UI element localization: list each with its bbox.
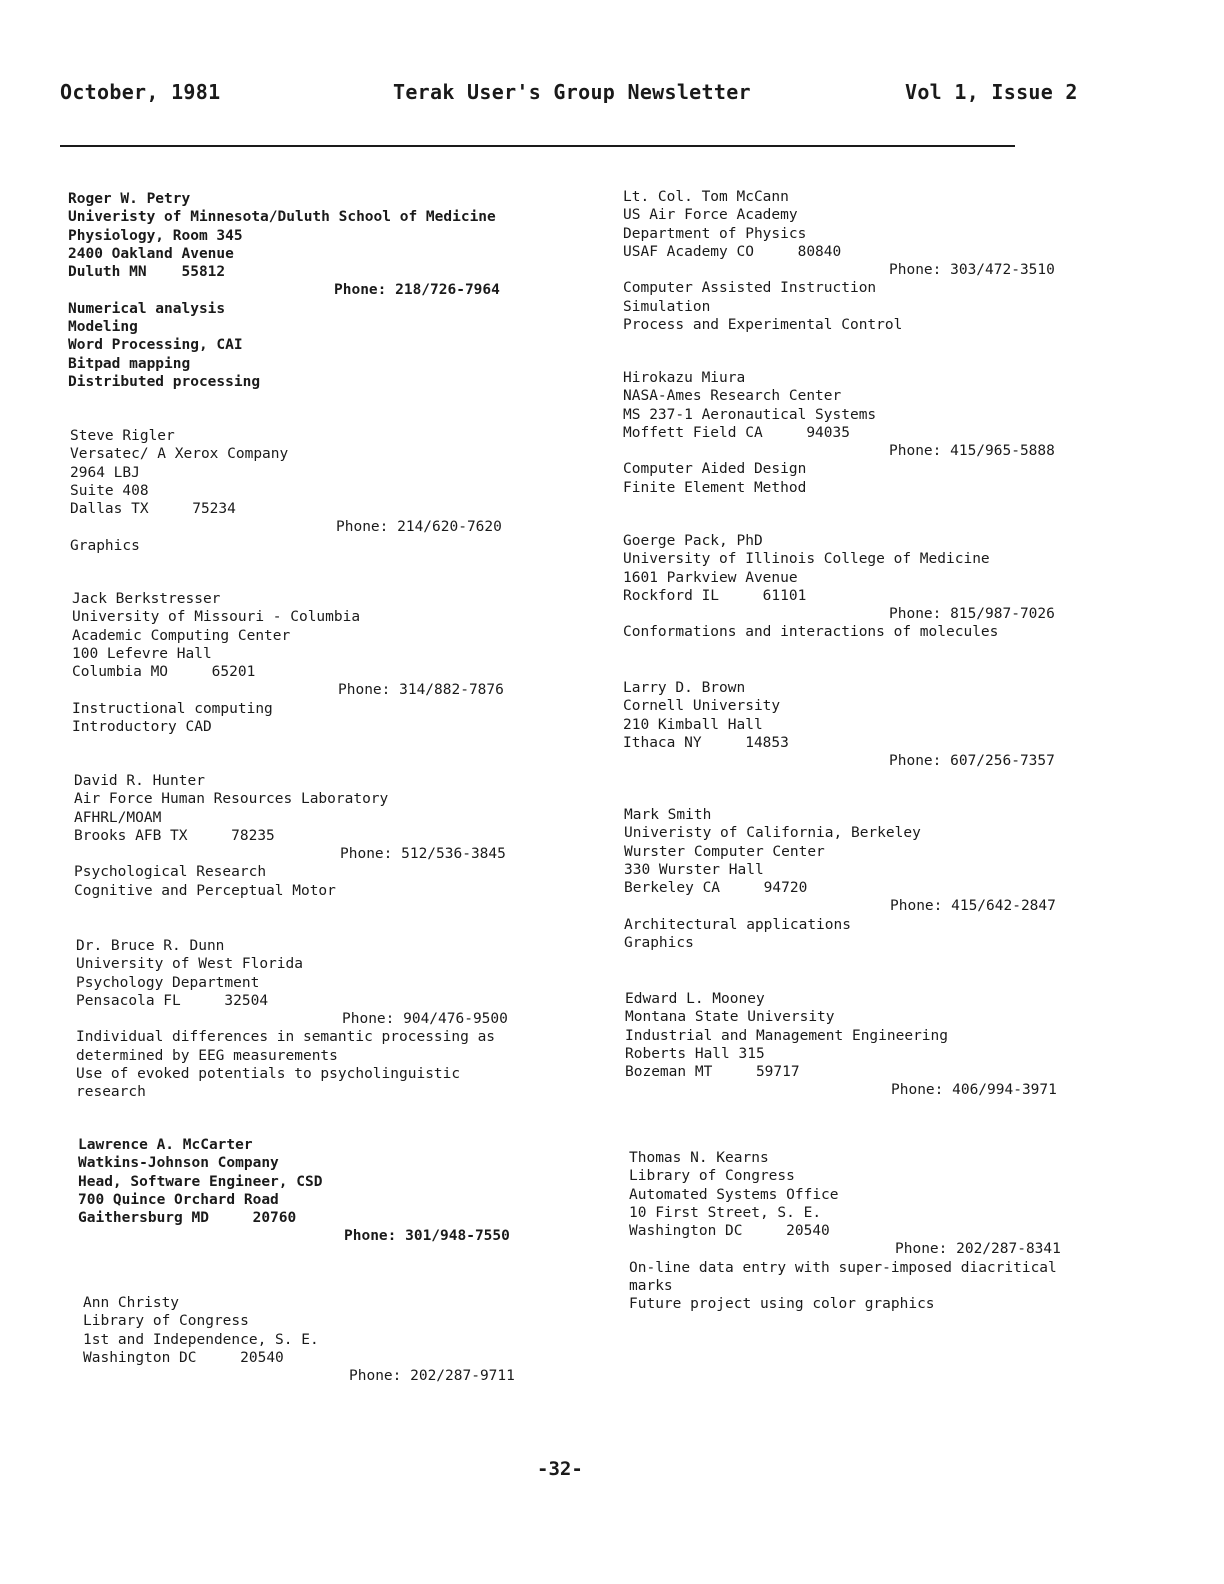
phone-number: Phone: 301/948-7550 xyxy=(344,1228,510,1245)
phone-number: Phone: 406/994-3971 xyxy=(891,1082,1057,1099)
interest-line: determined by EEG measurements xyxy=(76,1047,338,1064)
address-line: Duluth MN 55812 xyxy=(68,264,226,281)
member-name: Jack Berkstresser xyxy=(72,591,221,607)
member-name: Edward L. Mooney xyxy=(625,991,765,1007)
interest-line: On-line data entry with super-imposed diacritical xyxy=(629,1259,1057,1276)
phone-number: Phone: 214/620-7620 xyxy=(336,519,502,536)
address-line: Air Force Human Resources Laboratory xyxy=(74,791,389,808)
address-line: 1st and Independence, S. E. xyxy=(83,1331,319,1348)
interest-line: Graphics xyxy=(70,537,140,554)
address-line: USAF Academy CO 80840 xyxy=(623,243,842,260)
address-line: Berkeley CA 94720 xyxy=(624,880,808,897)
address-line: Bozeman MT 59717 xyxy=(625,1064,800,1081)
interest-line: Introductory CAD xyxy=(72,719,212,736)
address-line: Gaithersburg MD 20760 xyxy=(78,1210,297,1227)
interest-line: Cognitive and Perceptual Motor xyxy=(74,882,336,899)
address-line: Versatec/ A Xerox Company xyxy=(70,446,289,463)
member-name: David R. Hunter xyxy=(74,773,205,789)
address-line: NASA-Ames Research Center xyxy=(623,388,842,405)
header-rule xyxy=(60,145,1015,147)
member-entry xyxy=(72,590,504,736)
member-name: Hirokazu Miura xyxy=(623,370,746,386)
address-line: Department of Physics xyxy=(623,225,807,242)
address-line: Head, Software Engineer, CSD xyxy=(78,1173,323,1190)
member-entry xyxy=(623,369,1055,497)
header-issue: Vol 1, Issue 2 xyxy=(905,80,1078,104)
phone-number: Phone: 607/256-7357 xyxy=(889,753,1055,770)
member-name: Thomas N. Kearns xyxy=(629,1150,769,1166)
address-line: University of West Florida xyxy=(76,956,303,973)
address-line: Pensacola FL 32504 xyxy=(76,992,269,1009)
member-entry xyxy=(623,532,1055,642)
member-entry xyxy=(68,190,500,391)
address-line: Moffett Field CA 94035 xyxy=(623,424,850,441)
interest-line: research xyxy=(76,1084,146,1101)
address-line: Ithaca NY 14853 xyxy=(623,734,789,751)
address-line: 330 Wurster Hall xyxy=(624,861,764,878)
member-name: Roger W. Petry xyxy=(68,191,191,207)
interest-line: Distributed processing xyxy=(68,373,261,390)
address-line: 100 Lefevre Hall xyxy=(72,645,212,662)
address-line: Washington DC 20540 xyxy=(83,1349,284,1366)
member-entry xyxy=(625,990,1057,1100)
address-line: Library of Congress xyxy=(83,1313,249,1330)
address-line: Library of Congress xyxy=(629,1168,795,1185)
interest-line: Use of evoked potentials to psycholinguistic xyxy=(76,1066,461,1083)
interest-line: Simulation xyxy=(623,298,711,315)
interest-line: Computer Aided Design xyxy=(623,461,807,478)
member-entry xyxy=(83,1294,515,1385)
page-number: -32- xyxy=(537,1458,583,1480)
member-entry xyxy=(624,806,1056,952)
phone-number: Phone: 202/287-9711 xyxy=(349,1368,515,1385)
address-line: MS 237-1 Aeronautical Systems xyxy=(623,406,877,423)
member-name: Ann Christy xyxy=(83,1295,180,1311)
address-line: US Air Force Academy xyxy=(623,207,798,224)
phone-number: Phone: 314/882-7876 xyxy=(338,682,504,699)
phone-number: Phone: 303/472-3510 xyxy=(889,262,1055,279)
interest-line: Architectural applications xyxy=(624,916,851,933)
phone-number: Phone: 202/287-8341 xyxy=(895,1241,1061,1258)
address-line: 210 Kimball Hall xyxy=(623,716,763,733)
member-entry xyxy=(70,427,502,555)
phone-number: Phone: 415/642-2847 xyxy=(890,898,1056,915)
member-entry xyxy=(623,188,1055,334)
address-line: 700 Quince Orchard Road xyxy=(78,1191,279,1208)
member-name: Dr. Bruce R. Dunn xyxy=(76,938,225,954)
interest-line: Graphics xyxy=(624,935,694,952)
address-line: Roberts Hall 315 xyxy=(625,1045,765,1062)
header-date: October, 1981 xyxy=(60,80,221,104)
phone-number: Phone: 512/536-3845 xyxy=(340,846,506,863)
address-line: Cornell University xyxy=(623,698,781,715)
interest-line: marks xyxy=(629,1278,673,1295)
interest-line: Numerical analysis xyxy=(68,300,226,317)
address-line: Columbia MO 65201 xyxy=(72,664,256,681)
address-line: Washington DC 20540 xyxy=(629,1223,830,1240)
address-line: Industrial and Management Engineering xyxy=(625,1027,949,1044)
member-name: Goerge Pack, PhD xyxy=(623,533,763,549)
address-line: Psychology Department xyxy=(76,974,260,991)
address-line: Brooks AFB TX 78235 xyxy=(74,827,275,844)
member-entry xyxy=(78,1136,510,1246)
member-name: Lt. Col. Tom McCann xyxy=(623,189,789,205)
newsletter-title: Terak User's Group Newsletter xyxy=(393,80,751,104)
interest-line: Conformations and interactions of molecules xyxy=(623,624,999,641)
address-line: 1601 Parkview Avenue xyxy=(623,569,798,586)
address-line: Montana State University xyxy=(625,1009,835,1026)
interest-line: Instructional computing xyxy=(72,700,273,717)
address-line: Physiology, Room 345 xyxy=(68,227,243,244)
phone-number: Phone: 415/965-5888 xyxy=(889,443,1055,460)
member-entry xyxy=(623,679,1055,770)
address-line: Wurster Computer Center xyxy=(624,843,825,860)
interest-line: Computer Assisted Instruction xyxy=(623,280,877,297)
interest-line: Future project using color graphics xyxy=(629,1296,935,1313)
interest-line: Finite Element Method xyxy=(623,479,807,496)
address-line: University of Missouri - Columbia xyxy=(72,609,361,626)
phone-number: Phone: 904/476-9500 xyxy=(342,1011,508,1028)
interest-line: Bitpad mapping xyxy=(68,355,191,372)
interest-line: Individual differences in semantic processing as xyxy=(76,1029,496,1046)
interest-line: Word Processing, CAI xyxy=(68,337,243,354)
address-line: 10 First Street, S. E. xyxy=(629,1204,822,1221)
address-line: Suite 408 xyxy=(70,482,149,499)
address-line: Academic Computing Center xyxy=(72,627,291,644)
member-name: Lawrence A. McCarter xyxy=(78,1137,253,1153)
address-line: Univeristy of Minnesota/Duluth School of Medicine xyxy=(68,209,496,226)
address-line: Rockford IL 61101 xyxy=(623,587,807,604)
interest-line: Modeling xyxy=(68,319,138,336)
address-line: Automated Systems Office xyxy=(629,1186,839,1203)
member-name: Steve Rigler xyxy=(70,428,175,444)
phone-number: Phone: 218/726-7964 xyxy=(334,282,500,299)
address-line: University of Illinois College of Medicine xyxy=(623,551,990,568)
address-line: 2964 LBJ xyxy=(70,464,140,481)
address-line: Dallas TX 75234 xyxy=(70,501,236,518)
member-name: Mark Smith xyxy=(624,807,712,823)
phone-number: Phone: 815/987-7026 xyxy=(889,606,1055,623)
address-line: Univeristy of California, Berkeley xyxy=(624,825,921,842)
member-name: Larry D. Brown xyxy=(623,680,746,696)
address-line: Watkins-Johnson Company xyxy=(78,1155,279,1172)
interest-line: Psychological Research xyxy=(74,864,267,881)
address-line: AFHRL/MOAM xyxy=(74,809,162,826)
interest-line: Process and Experimental Control xyxy=(623,317,903,334)
member-entry xyxy=(629,1149,1061,1314)
member-entry xyxy=(74,772,506,900)
member-entry xyxy=(76,937,508,1102)
address-line: 2400 Oakland Avenue xyxy=(68,245,234,262)
